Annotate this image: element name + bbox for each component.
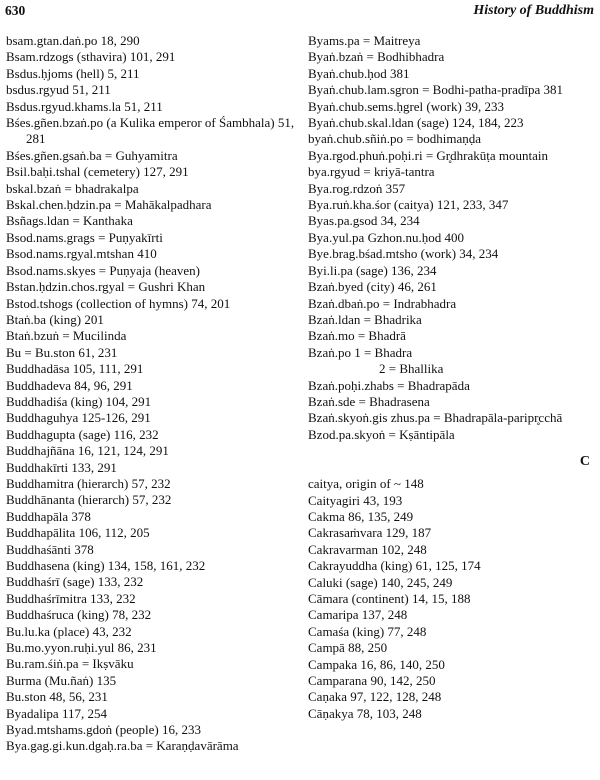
index-entry: Byaṅ.chub.lam.sgron = Bodhi-patha-pradīpa 381 — [308, 82, 563, 98]
index-entry: Bsil.baḥi.tshal (cemetery) 127, 291 — [6, 164, 189, 180]
index-entry: Buddhānanta (hierarch) 57, 232 — [6, 492, 172, 508]
index-entry: Bzaṅ.dbaṅ.po = Indrabhadra — [308, 295, 457, 311]
index-entry: Buddhaśānti 378 — [6, 541, 94, 557]
index-entry: Byaṅ.chub.ḥod 381 — [308, 65, 410, 81]
page-number: 630 — [5, 3, 26, 18]
index-entry: Bu.ston 48, 56, 231 — [6, 689, 108, 705]
index-entry: Caluki (sage) 140, 245, 249 — [308, 574, 453, 590]
index-entry: Camparana 90, 142, 250 — [308, 673, 436, 689]
index-entry: Bstod.tshogs (collection of hymns) 74, 201 — [6, 295, 231, 311]
index-entry: Byadalipa 117, 254 — [6, 705, 107, 721]
index-entry: Buddhamitra (hierarch) 57, 232 — [6, 475, 171, 491]
index-entry: Bzaṅ.sde = Bhadrasena — [308, 393, 430, 409]
index-entry: Campā 88, 250 — [308, 640, 388, 656]
page-header — [5, 3, 594, 21]
index-entry: bsdus.rgyud 51, 211 — [6, 82, 111, 98]
index-entry: Bsod.nams.rgyal.mtshan 410 — [6, 246, 157, 262]
index-entry: Buddhaśrīmitra 133, 232 — [6, 590, 136, 606]
index-entry: Buddhapāla 378 — [6, 508, 91, 524]
index-entry: Camaripa 137, 248 — [308, 607, 408, 623]
index-entry: Byaṅ.bzaṅ = Bodhibhadra — [308, 49, 445, 65]
index-subentry: 2 = Bhallika — [379, 361, 444, 377]
index-entry: Bya.ruṅ.kha.śor (caitya) 121, 233, 347 — [308, 197, 509, 213]
index-entry: Byams.pa = Maitreya — [308, 33, 421, 48]
right-top-entries — [308, 33, 596, 361]
index-entry: Cakrasaṁvara 129, 187 — [308, 525, 432, 541]
index-entry: Buddhadiśa (king) 104, 291 — [6, 393, 152, 409]
index-entry: Bu.lu.ka (place) 43, 232 — [6, 623, 132, 639]
index-entry: Buddhagupta (sage) 116, 232 — [6, 426, 159, 442]
index-entry: Bya.gag.gi.kun.dgaḥ.ra.ba = Karaṇḍavārāma — [6, 738, 239, 754]
index-entry: Bzaṅ.byed (city) 46, 261 — [308, 279, 437, 295]
index-entry: Cāmara (continent) 14, 15, 188 — [308, 591, 471, 606]
index-entry: Bzaṅ.ldan = Bhadrika — [308, 311, 422, 327]
index-entry: bya.rgyud = kriyā-tantra — [308, 164, 435, 180]
left-index-column — [6, 33, 296, 755]
index-entry: Cāṇakya 78, 103, 248 — [308, 705, 422, 721]
index-entry: Bsod.nams.skyes = Puṇyaja (heaven) — [6, 262, 200, 278]
index-entry: Buddhakīrti 133, 291 — [6, 459, 117, 475]
index-entry: Caityagiri 43, 193 — [308, 492, 403, 508]
index-entry: Campaka 16, 86, 140, 250 — [308, 656, 445, 672]
index-entry: Bsdus.ḥjoms (hell) 5, 211 — [6, 65, 140, 81]
index-entry: Bya.rgod.phuṅ.poḥi.ri = Gr̥dhrakūṭa mountain — [308, 147, 548, 163]
index-entry: bskal.bzaṅ = bhadrakalpa — [6, 180, 139, 196]
index-entry: Buddhadeva 84, 96, 291 — [6, 377, 133, 393]
index-entry: Byaṅ.chub.sems.ḥgrel (work) 39, 233 — [308, 98, 505, 114]
right-mid-entries — [308, 378, 596, 444]
index-entry: Camaśa (king) 77, 248 — [308, 623, 427, 639]
index-entry: Bsam.rdzogs (sthavira) 101, 291 — [6, 49, 176, 65]
index-entry: Buddhasena (king) 134, 158, 161, 232 — [6, 558, 206, 573]
index-entry: Bsod.nams.grags = Puṇyakīrti — [6, 229, 163, 245]
index-entry: Buddhapālita 106, 112, 205 — [6, 525, 150, 541]
right-index-column — [308, 33, 596, 722]
index-entry: Bzaṅ.skyoṅ.gis zhus.pa = Bhadrapāla-paripr̥cchā — [308, 410, 563, 426]
index-entry: Buddhaśrī (sage) 133, 232 — [6, 574, 144, 590]
index-entry: Cakma 86, 135, 249 — [308, 508, 414, 524]
index-entry: Btaṅ.bzuṅ = Mucilinda — [6, 328, 127, 344]
index-entry: Bskal.chen.ḥdzin.pa = Mahākalpadhara — [6, 197, 212, 213]
index-entry: Byas.pa.gsod 34, 234 — [308, 213, 420, 229]
index-entry: Bu.mo.yyon.ruḥi.yul 86, 231 — [6, 640, 157, 656]
index-entry: Bya.rog.rdzoṅ 357 — [308, 180, 406, 196]
index-entry: Cakrayuddha (king) 61, 125, 174 — [308, 558, 481, 574]
index-entry: caitya, origin of ~ 148 — [308, 476, 424, 492]
index-entry: Buddhadāsa 105, 111, 291 — [6, 361, 144, 377]
index-entry: Buddhaguhya 125-126, 291 — [6, 410, 151, 426]
index-entry: Bzaṅ.mo = Bhadrā — [308, 328, 406, 344]
index-entry: Bzaṅ.poḥi.zhabs = Bhadrapāda — [308, 377, 470, 393]
index-entry: Btaṅ.ba (king) 201 — [6, 311, 104, 327]
index-entry: byaṅ.chub.sñiṅ.po = bodhimaṇḍa — [308, 131, 482, 147]
index-entry: Bye.brag.bśad.mtsho (work) 34, 234 — [308, 246, 499, 262]
index-entry: Bu = Bu.ston 61, 231 — [6, 344, 118, 360]
index-entry: Bzaṅ.po 1 = Bhadra — [308, 344, 413, 360]
section-letter-heading: C — [579, 454, 590, 470]
index-entry: Bśes.gñen.bzaṅ.po (a Kulika emperor of Śambhala) 51, 281 — [6, 115, 295, 147]
index-entry: Caṇaka 97, 122, 128, 248 — [308, 689, 442, 705]
running-title: History of Buddhism — [473, 3, 594, 18]
index-entry: Byaṅ.chub.skal.ldan (sage) 124, 184, 223 — [308, 115, 524, 131]
index-entry: Buddhaśruca (king) 78, 232 — [6, 607, 152, 623]
index-entry: Bya.yul.pa Gzhon.nu.ḥod 400 — [308, 229, 464, 245]
index-entry: Buddhajñāna 16, 121, 124, 291 — [6, 443, 169, 459]
index-entry: Burma (Mu.ñaṅ) 135 — [6, 672, 117, 688]
section-c-entries — [308, 476, 596, 722]
index-entry: Bsñags.ldan = Kanthaka — [6, 213, 133, 229]
index-entry: Bstan.ḥdzin.chos.rgyal = Gushri Khan — [6, 279, 206, 295]
index-entry: Bu.ram.śiṅ.pa = Ikṣvāku — [6, 656, 134, 672]
index-entry: Cakravarman 102, 248 — [308, 541, 427, 557]
index-entry: bsam.gtan.daṅ.po 18, 290 — [6, 33, 140, 48]
index-entry: Byad.mtshams.gdoṅ (people) 16, 233 — [6, 722, 201, 738]
index-entry: Bsdus.rgyud.khams.la 51, 211 — [6, 98, 163, 114]
index-entry: Bśes.gñen.gsaṅ.ba = Guhyamitra — [6, 147, 178, 163]
index-entry: Byi.li.pa (sage) 136, 234 — [308, 262, 437, 278]
index-entry: Bzod.pa.skyoṅ = Kṣāntipāla — [308, 426, 455, 442]
